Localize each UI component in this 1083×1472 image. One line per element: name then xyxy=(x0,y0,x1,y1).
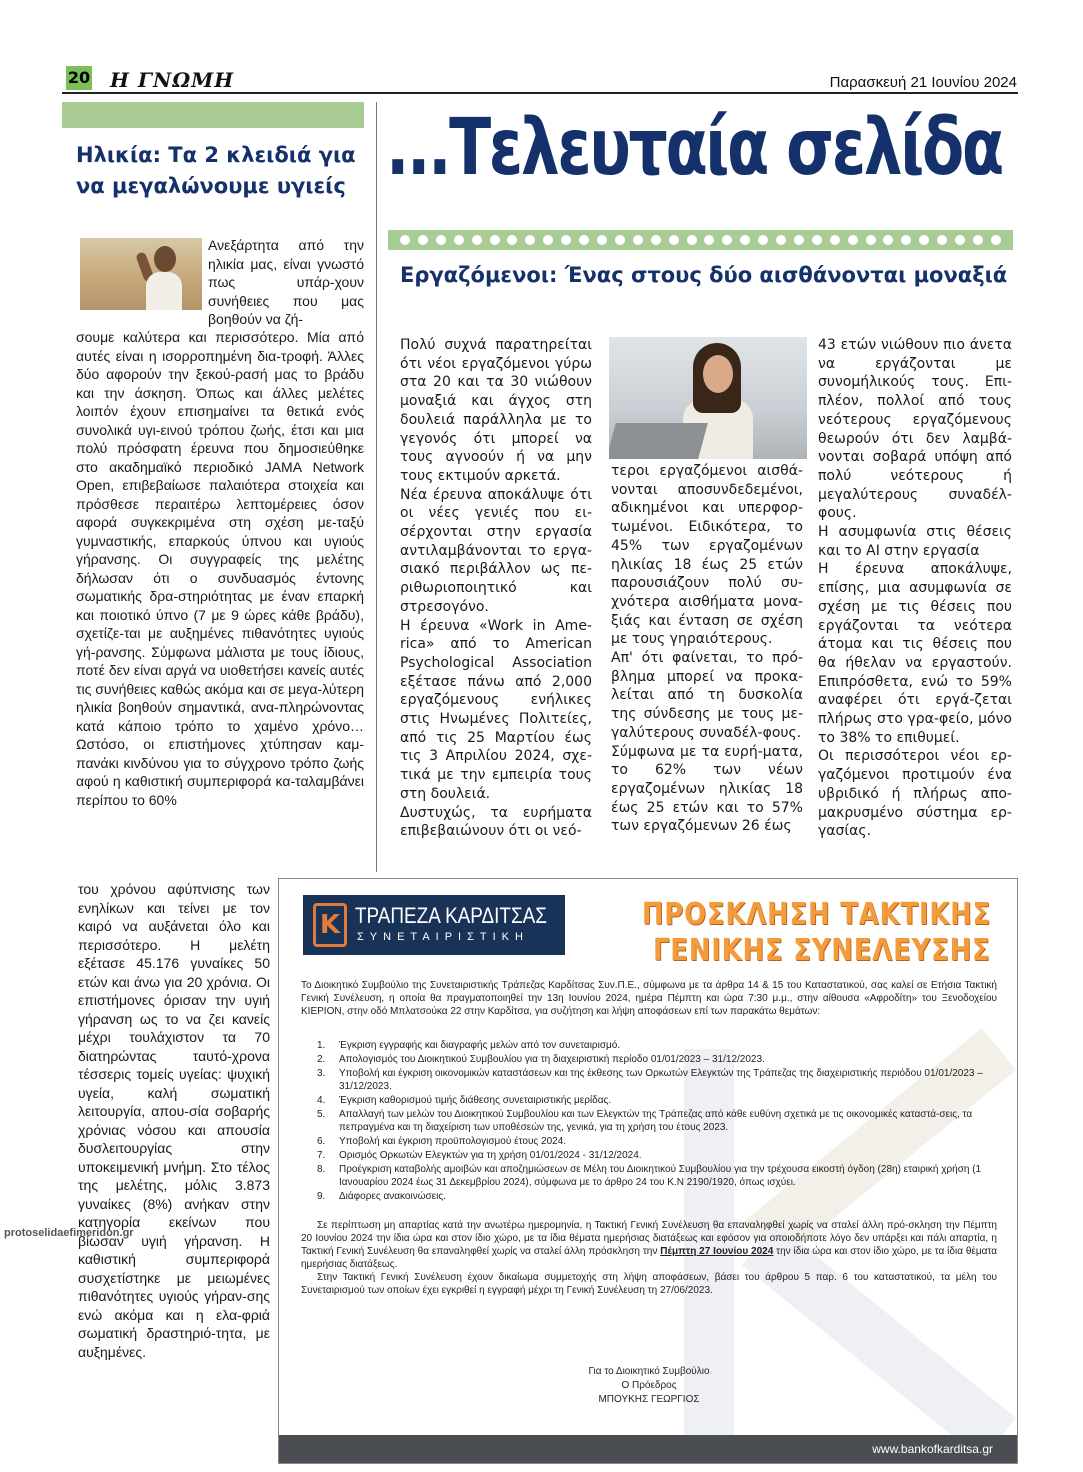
bank-advertisement xyxy=(278,878,1018,1464)
bank-logo-icon: K xyxy=(313,903,347,947)
left-article-body-1: σουμε καλύτερα και περισσότερο. Μία από αυτές είναι η ισορροπημένη δια-τροφή. Άλλες δύο αφορούν την ξεκού-ρασή μας το βράδυ και την άσκηση. Όπως και άλλες μελέτες λοιπόν έχουν επισημαίνει τα θετικά ενός συνολικά υγι-εινού τρόπου ζωής, έτσι και μια πολύ πρόσφατη έρευνα που δημοσιεύθηκε στο ακαδημαϊκό περιοδικό JAMA Network Open, επιβεβαίωσε παλαιότερα στοιχεία και πρόσθεσε περαιτέρω λεπτομέρειες όσον αφορά συγκεκριμένα στη σχέση με-ταξύ γυμναστικής, επαρκούς ύπνου και υγιούς γήρανσης. Οι συγγραφείς της μελέτης δήλωσαν ότι ο συνδυασμός έντονης σωματικής δρα-στηριότητας με έναν επαρκή και ποιοτικό ύπνο (7 με 9 ώρες κάθε βράδυ), σχετίζε-ται με αυξημένες πιθανότητες υγιούς γή-ρανσης. Σύμφωνα μάλιστα με τους ίδιους, ποτέ δεν είναι αργά να υιοθετήσει κανείς αυτές τις συνήθειες καθώς ακόμα και σε μεγα-λύτερη ηλικία βοηθούν σημαντικά, ανα-πληρώνοντας κατά κάποιο τρόπο το χαμένο χρόνο… Ωστόσο, οι επιστήμονες χτύπησαν καμ-πανάκι κινδύνου για το σύγχρονο τρόπο ζωής αφού η καθιστική συμπεριφορά κα-ταλαμβάνει περίπου το 60% xyxy=(76,329,365,808)
issue-date: Παρασκευή 21 Ιουνίου 2024 xyxy=(829,74,1017,91)
paragraph: Η έρευνα αποκάλυψε, επίσης, μια ασυμφωνία σε σχέση με τις θέσεις που εργάζονται τα νεότερα άτομα και τις θέσεις που θα ήθελαν να εργαστούν. Επιπρόσθετα, ενώ το 59% αναφέρει ότι εργά-ζεται πλήρως στο γρα-φείο, μόνο το 38% το επιθυμεί. xyxy=(818,561,1012,746)
bank-logo xyxy=(303,895,565,955)
ad-headline-line-1: ΠΡΟΣΚΛΗΣΗ ΤΑΚΤΙΚΗΣ xyxy=(641,897,991,932)
site-watermark: protoselidaefimeridon.gr xyxy=(4,1227,134,1239)
highlighted-date: Πέμπτη 27 Ιουνίου 2024 xyxy=(660,1246,774,1257)
left-article-wrap-text: Ανεξάρτητα από την ηλικία μας, είναι γνωστό πως υπάρ-χουν συνήθειες που μας βοηθούν να ζή- xyxy=(208,237,364,327)
main-article-photo xyxy=(609,337,807,459)
left-article-photo xyxy=(80,238,202,310)
left-column-accent-bar xyxy=(62,102,364,128)
paragraph: Δυστυχώς, τα ευρήματα επιβεβαιώνουν ότι οι νεό- xyxy=(400,804,592,840)
paragraph: Νέα έρευνα αποκάλυψε ότι οι νέες γενιές που ει-σέρχονται στην εργασία αντιλαμβάνονται το εργα-σιακό περιβάλλον ως πε-ριθωριοποιητικό και στρεσογόνο. xyxy=(400,486,592,615)
agenda-item: 8. Προέγκριση καταβολής αμοιβών και αποζημιώσεων σε Μέλη του Διοικητικού Συμβουλίου για την τρέχουσα εικοστή όγδοη (28η) εταιρική χρήση (1 Ιανουαρίου 2024 έως 31 Δεκεμβρίου 2024), σύμφωνα με το άρθρο 24 του Κ.Ν 2190/1920, όπως ισχύει. xyxy=(317,1164,982,1188)
paragraph: Απ' ότι φαίνεται, το πρό-βλημα μπορεί να προκα-λείται από τη δυσκολία της σύνδεσης με τους με-γαλύτερους συναδέλ-φους. xyxy=(611,650,803,741)
section-heading: ...Τελευταία σελίδα xyxy=(386,103,1002,193)
ad-closing-text xyxy=(301,1219,997,1297)
paragraph: Σύμφωνα με τα ευρή-ματα, το 62% των νέων εργαζομένων ηλικίας 18 έως 25 ετών και το 57% των εργαζόμενων 26 έως xyxy=(611,743,803,835)
paper-name: Η ΓΝΩΜΗ xyxy=(110,68,235,92)
paragraph: Η έρευνα «Work in Ame-rica» από το American Psychological Association εξέτασε πάνω από 2,000 εργαζόμενους ενήλικες στις Ηνωμένες Πολιτείες, από τις 25 Μαρτίου έως τις 3 Απριλίου 2024, σχε-τικά με την εμπειρία τους στη δουλειά. xyxy=(400,617,592,802)
dots-divider-bar xyxy=(388,230,1013,250)
ad-signature: Για το Διοικητικό Συμβούλιο Ο Πρόεδρος ΜΠΟΥΚΗΣ ΓΕΩΡΓΙΟΣ xyxy=(588,1366,710,1405)
agenda-item: 2. Απολογισμός του Διοικητικού Συμβουλίου για τη διαχειριστική περίοδο 01/01/2023 – 31/12/2023. xyxy=(317,1054,765,1065)
main-article-col-2 xyxy=(611,462,803,836)
subheading: Η ασυμφωνία στις θέσεις και το AI στην εργασία xyxy=(818,524,1012,559)
agenda-list xyxy=(317,1039,993,1204)
bank-name: ΤΡΑΠΕΖΑ ΚΑΡΔΙΤΣΑΣ xyxy=(355,903,547,928)
agenda-item: 9. Διάφορες ανακοινώσεις. xyxy=(317,1191,446,1202)
agenda-item: 5. Απαλλαγή των μελών του Διοικητικού Συμβουλίου και των Ελεγκτών της Τράπεζας από κάθε ευθύνη σχετικά με τις οικονομικές καταστά-σεις, τα πεπραγμένα και τη διαχείριση των υποθέσεών της, γενικά, για τη χρήση του έτους 2023. xyxy=(317,1109,973,1133)
agenda-item: 7. Ορισμός Ορκωτών Ελεγκτών για τη χρήση 01/01/2024 - 31/12/2024. xyxy=(317,1150,642,1161)
ad-footer xyxy=(279,1435,1018,1463)
paragraph: 43 ετών νιώθουν πιο άνετα να εργάζονται με συνομήλικούς τους. Επι-πλέον, πολλοί από τους νεότερους εργαζόμενους θεωρούν ότι δεν λαμβά-νονται σοβαρά υπόψη από πολύ νεότερους ή μεγαλύτερους συναδέλ-φους. xyxy=(818,337,1012,522)
masthead-divider xyxy=(62,92,1018,94)
main-article-col-3 xyxy=(818,336,1012,841)
agenda-item: 4. Έγκριση καθορισμού τιμής διάθεσης συνεταιριστικής μερίδας. xyxy=(317,1095,612,1106)
paragraph: Οι περισσότεροι νέοι ερ-γαζόμενοι προτιμούν ένα υβριδικό ή πλήρως απο-μακρυσμένο σύστημα ερ-γασίας. xyxy=(818,748,1012,840)
main-article-title: Εργαζόμενοι: Ένας στους δύο αισθάνονται μοναξιά xyxy=(400,263,1008,287)
left-article-title: Ηλικία: Τα 2 κλειδιά για να μεγαλώνουμε υγιείς xyxy=(76,143,356,198)
agenda-item: 6. Υποβολή και έγκριση προϋπολογισμού έτους 2024. xyxy=(317,1136,567,1147)
page-number: 20 xyxy=(66,66,92,90)
ad-intro-text: Το Διοικητικό Συμβούλιο της Συνεταιριστικής Τράπεζας Καρδίτσας Συν.Π.Ε., σύμφωνα με τα άρθρα 14 & 15 του Καταστατικού, σας καλεί σε Ετήσια Τακτική Γενική Συνέλευση, η οποία θα πραγματοποιηθεί την 13η Ιουνίου 2024, ημέρα Πέμπτη και ώρα 7:30 μ.μ., στην αίθουσα «Αφροδίτη» του Ξενοδοχείου ΚΙΕΡΙΟΝ, στην οδό Μπλατσούκα 22 στην Καρδίτσα, για συζήτηση και λήψη αποφάσεων επί των παρακάτω θεμάτων: xyxy=(301,980,997,1017)
bank-subtitle: ΣΥΝΕΤΑΙΡΙΣΤΙΚΗ xyxy=(357,931,529,943)
bank-website-link[interactable]: www.bankofkarditsa.gr xyxy=(872,1442,993,1456)
paragraph: Σε περίπτωση μη απαρτίας κατά την ανωτέρω ημερομηνία, η Τακτική Γενική Συνέλευση θα επαναληφθεί χωρίς να σταλεί άλλη πρό-σκληση την Πέμπτη 20 Ιουνίου 2024 την ίδια ώρα και στον ίδιο χώρο, με τα ίδια θέματα ημερήσιας διατάξεως και εφόσον για οποιοδήποτε λόγο δεν υπάρξει και πάλι απαρτία, η Τακτική Γενική Συνέλευση θα επαναληφθεί χωρίς να σταλεί άλλη πρόσκληση την Πέμπτη 27 Ιουνίου 2024 την ίδια ώρα και στον ίδιο χώρο, με τα ίδια θέματα ημερήσιας διατάξεως. xyxy=(301,1220,997,1270)
column-divider xyxy=(376,102,377,872)
paragraph: τεροι εργαζόμενοι αισθά-νονται αποσυνδεδεμένοι, αδικημένοι και υπερφορ-τωμένοι. Ειδικότερα, το 45% των εργαζομένων ηλικίας 18 έως 25 ετών παρουσιάζουν πολύ συ-χνότερα αισθήματα μονα-ξιάς και ένταση σε σχέση με τους γηραιότερους. xyxy=(611,463,803,648)
left-article-body-2: του χρόνου αφύπνισης των ενηλίκων και τείνει με τον καιρό να αυξάνεται όλο και περισσότερο. Η μελέτη εξέτασε 45.176 γυναίκες 50 ετών και άνω για 20 χρόνια. Οι επιστήμονες όρισαν την υγιή γήρανση ως το να ζει κανείς μέχρι τουλάχιστον τα 70 διατηρώντας ταυτό-χρονα τέσσερις τομείς υγείας: ψυχική υγεία, καλή σωματική λειτουργία, απου-σία σοβαρής χρόνιας νόσου και απουσία δυσλειτουργίας στην υποκειμενική μνήμη. Στο τέλος της μελέτης, μόλις 3.873 γυναίκες (8%) ανήκαν στην κατηγορία εκείνων που βίωσαν υγιή γήρανση. Η καθιστική συμπεριφορά συσχετίστηκε με μειωμένες πιθανότητες υγιούς γήραν-σης ενώ ακόμα και η ελα-φριά σωματική δραστηριό-τητα, με αυξημένες. xyxy=(78,881,270,1360)
paragraph: Στην Τακτική Γενική Συνέλευση έχουν δικαίωμα συμμετοχής στη λήψη αποφάσεων, βάσει του άρθρου 5 παρ. 6 του καταστατικού, τα μέλη του Συνεταιρισμού των οποίων έχει εγκριθεί η εγγραφή μέχρι τη Γενική Συνέλευση τη 27/06/2023. xyxy=(301,1272,997,1296)
ad-headline-line-2: ΓΕΝΙΚΗΣ ΣΥΝΕΛΕΥΣΗΣ xyxy=(653,933,991,968)
masthead xyxy=(0,62,1083,98)
main-article-col-1 xyxy=(400,336,592,841)
paragraph: Πολύ συχνά παρατηρείται ότι νέοι εργαζόμενοι γύρω στα 20 και τα 30 νιώθουν μοναξιά και άγχος στη δουλειά παράλληλα με το γεγονός ότι μπορεί να τους αγνοούν ή να μην τους εκτιμούν αρκετά. xyxy=(400,337,592,484)
agenda-item: 1. Έγκριση εγγραφής και διαγραφής μελών από τον συνεταιρισμό. xyxy=(317,1040,621,1051)
agenda-item: 3. Υποβολή και έγκριση οικονομικών καταστάσεων και της έκθεσης των Ορκωτών Ελεγκτών της Τράπεζας της διαχειριστικής περιόδου 01/01/2023 – 31/12/2023. xyxy=(317,1068,983,1092)
